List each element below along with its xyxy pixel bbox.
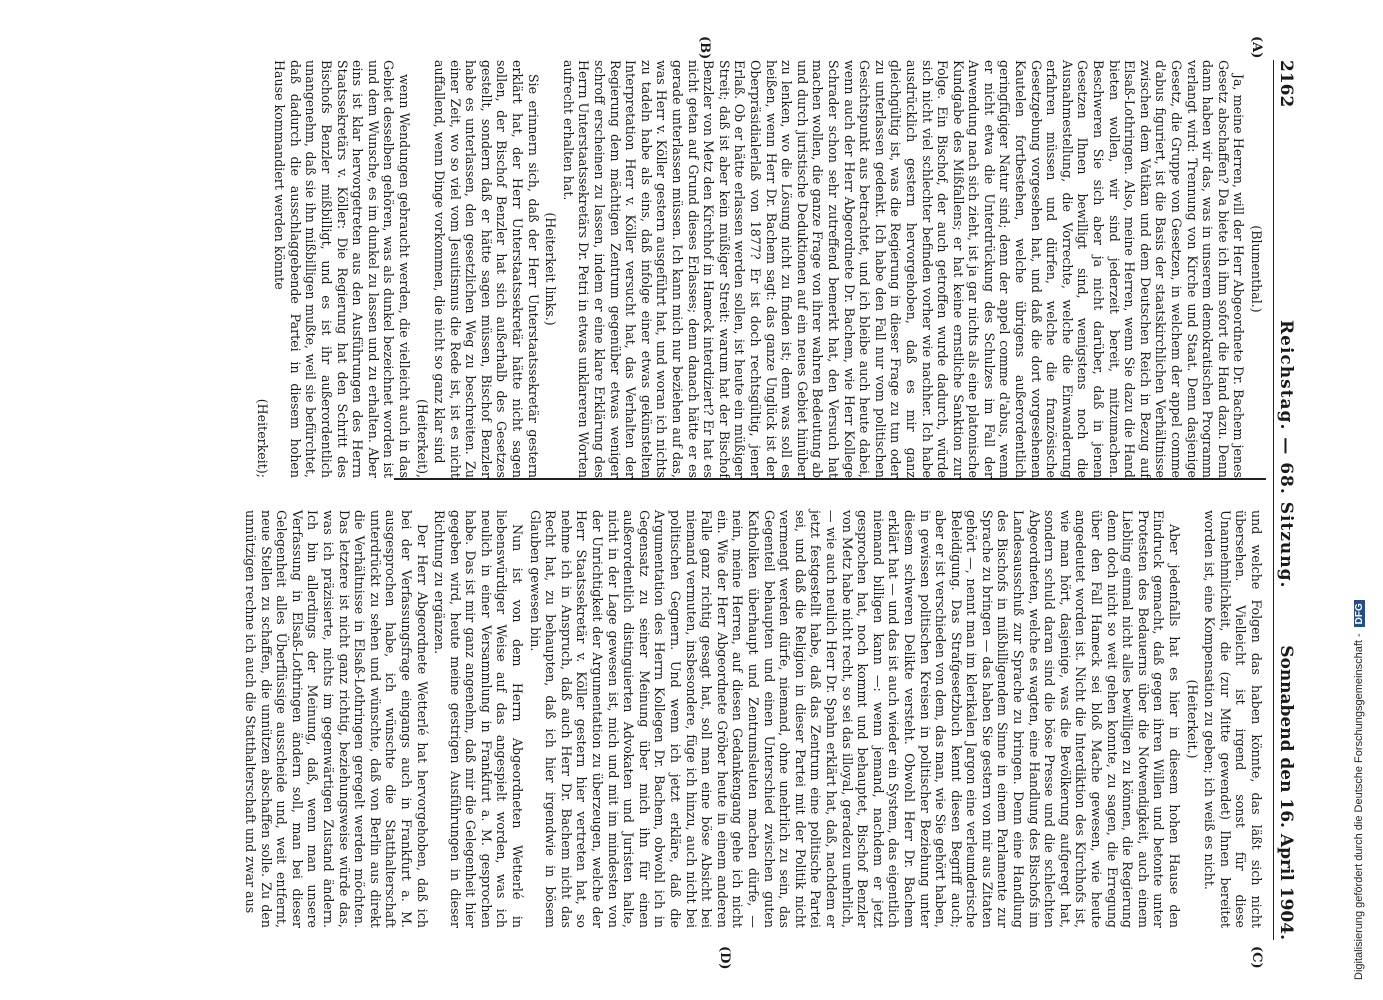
dfg-logo: DFG	[1354, 600, 1365, 627]
margin-marker-d: (D)	[717, 946, 732, 970]
paragraph: Der Herr Abgeordnete Wetterlé hat hervorgehoben, daß ich bei der Verfassungsfrage eingangs auch in Frankfurt a. M. ausgesprochen habe, ich wünschte die Statthalterschaft unterdrückt zu sehen und wünschte, daß von Berlin aus direkt die Verhältnisse in Elsaß-Lothringen geregelt werden möchten. Das letztere ist nicht ganz richtig, beziehungsweise würde das, was ich präzisierte, nichts im gegenwärtigen Zustand ändern. Ich bin allerdings der Meinung, daß, wenn man unsere Verfassung in Elsaß-Lothringen ändern soll, man bei dieser Gelegenheit alles Überflüssige ausscheide und, weit entfernt, neue Stellen zu schaffen, die unnützen abschaffen solle. Zu den unnützigen rechne ich auch die Statthalterschaft und zwar aus	[243, 510, 430, 928]
page-header	[1273, 60, 1296, 940]
paragraph: Aber jedenfalls hat es hier in diesem hohen Hause den Eindruck gemacht, daß gegen ihren Willen und betonte unter Protesten des Bedauerns über die Notwendigkeit, auch einem Liebling einmal nicht alles bewilligen zu können, die Regierung denn doch nicht so weit gehen konnte, zu sagen, die Erregung über den Fall Hameck sei bloß Mache gewesen, wie heute angedeutet worden ist. Nicht die Interdiktion des Kirchhofs ist, wie man hört, dasjenige, was die Bevölkerung aufgeregt hat, sondern schuld daran sind die böse Presse und die schlechten Abgeordneten, welche es wagten, eine Handlung des Bischofs im Landesausschuß zur Sprache zu bringen. Denn eine Handlung des Bischofs in mißbilligendem Sinne in einem Parlamente zur Sprache zu bringen — das haben Sie gestern von mir aus Zitaten gehört —, nennt man im klerikalen Jargon eine verleumderische Beleidigung. Das Strafgesetzbuch kennt diesen Begriff auch; aber er ist verschieden von dem, das man, wie Sie gehört haben, in gewissen politischen Kreisen in politischer Beziehung unter diesem schweren Delikte versteht. Obwohl Herr Dr. Bachem erklärt hat — und das ist auch wieder ein System, das eigentlich niemand billigen kann —: wenn jemand, nachdem er jetzt gesprochen hat, noch kommt und behauptet, Bischof Benzler von Metz habe nicht recht, so sei das illoyal, geradezu unehrlich, — wie auch neulich Herr Dr. Spahn erklärt hat, daß, nachdem er jetzt festgestellt habe, daß das Zentrum eine politische Partei sei, und daß die Religion in dieser Partei mit der Politik nicht vermengt werden dürfe, niemand, ohne unehrlich zu sein, das Gegenteil behaupten und einen Unterschied zwischen guten Katholiken überhaupt und Zentrumsleuten machen dürfe, — nein, meine Herren, auf diesen Gedankengang gehe ich nicht ein. Wie der Herr Abgeordnete Gröber heute in einem anderen Falle ganz richtig gesagt hat, soll man eine böse Absicht bei niemand vermuten, insbesondere, füge ich hinzu, auch nicht bei politischen Gegnern. Und wenn ich jetzt erkläre, daß die Argumentation des Herrn Kollegen Dr. Bachem, obwohl ich in Gegensatz zu seiner Meinung über mich ihn für einen außerordentlich distinguierten Advokaten und Juristen halte, nicht in der Lage gewesen ist, mich und mit im mindesten von der Unrichtigkeit der Argumentation zu überzeugen, welche der Herr Staatssekretär v. Köller gestern hier vertreten hat, so nehme ich in Anspruch, daß auch Herr Dr. Bachem nicht das Recht hat, zu behaupten, daß ich hier irgendwie in bösem Glauben gewesen bin.	[527, 510, 1183, 928]
session-date: Sonnabend den 16. April 1904.	[1276, 645, 1296, 940]
credit-line	[1353, 600, 1365, 980]
interjection: (Heiterkeit.)	[1184, 679, 1200, 759]
paragraph: Sie erinnern sich, daß der Herr Unterstaatssekretär gestern erklärt hat, der Herr Unterstaatssekretär hätte nicht sagen sollen, der Bischof Benzler hat sich außerhalb des Gesetzes gestellt, sondern daß er hätte sagen müssen, Bischof Benzler habe es unterlassen, den gesetzlichen Weg zu beschreiten. Zu einer Zeit, wo so viel vom Jesuitismus die Rede ist, ist es nicht auffallend, wenn Dinge vorkommen, die nicht so ganz klar sind	[432, 60, 541, 478]
paragraph: wenn Wendungen gebraucht werden, die vielleicht auch in das Gebiet desselben gehören, was als dunkel bezeichnet worden ist und dem Wunsche, es im dunkel zu lassen und zu erhalten. Aber eins ist klar hervorgetreten aus den Ausführungen des Herrn Staatssekretärs v. Köller: Die Regierung hat den Schritt des Bischofs Benzler mißbilligt, und es ist ihr außerordentlich unangenehm, daß sie ihn mißbilligen mußte, weil sie befürchtet, daß dadurch die ausschlaggebende Partei in diesem hohen Hause kommandiert werden könnte	[272, 60, 412, 478]
margin-marker-b: (B)	[697, 36, 712, 60]
page-number: 2162	[1276, 60, 1296, 108]
margin-marker-a: (A)	[1249, 36, 1264, 59]
credit-text: Digitalisierung gefördert durch die Deutsche Forschungsgemeinschaft -	[1353, 633, 1365, 980]
session-title: Reichstag. — 68. Sitzung.	[1276, 320, 1296, 589]
margin-marker-c: (C)	[1249, 946, 1264, 969]
digitization-credit	[1343, 0, 1383, 1000]
column-divider	[394, 478, 1266, 480]
left-column	[252, 60, 1264, 478]
speaker-tag: (Blumenthal.)	[1249, 225, 1264, 313]
right-column	[240, 510, 1264, 928]
paragraph: Nun ist von dem Herrn Abgeordneten Wetterlé in liebenswürdiger Weise auf das angespielt worden, was ich neulich in einer Versammlung in Frankfurt a. M. gesprochen habe. Das ist mir ganz angenehm, daß mir die Gelegenheit hier gegeben wird, heute meine gestrigen Ausführungen in dieser Richtung zu ergänzen.	[432, 510, 526, 928]
paragraph: Ja, meine Herren, will der Herr Abgeordnete Dr. Bachem jenes Gesetz abschaffen? Da biete ich ihm sofort die Hand dazu. Denn dann haben wir das, was in unserem demokratischen Programm verlangt wird: Trennung von Kirche und Staat. Denn dasjenige Gesetz, die Gruppe von Gesetzen, in welchem der appel comme d'abus figuriert, ist die Basis der staatskirchlichen Verhältnisse zwischen dem Vatikan und dem Deutschen Reich in Bezug auf Elsaß-Lothringen. Also, meine Herren, wenn Sie dazu die Hand bieten wollen, wir sind jederzeit bereit, mitzumachen. Beschweren Sie sich aber ja nicht darüber, daß in jenen Gesetzen Ihnen bewilligt sind, wenigstens noch die Ausnahmestellung, die Vorrechte, welche die Einwanderung erfahren müssen und dürfen, welche die französische Gesetzgebung vorgesehen hat, und daß die dort vorgesehenen Kautelen fortbestehen, welche übrigens außerordentlich geringfügiger Natur sind; denn der appel comme d'abus, wenn er nicht etwa die Unterdrückung des Schulzes im Fall der Anwendung nach sich zieht, ist ja gar nichts als eine platonische Kundgabe des Mißfallens; er hat keine ernstliche Sanktion zur Folge. Ein Bischof, der auch getroffen wurde dadurch, würde sich nicht viel schlechter befinden vorher wie nachher. Ich habe ausdrücklich gestern hervorgehoben, daß es mir ganz gleichgültig ist, was die Regierung in dieser Frage zu tun oder zu unterlassen gedenkt. Ich habe den Fall nur vom politischen Gesichtspunkt aus betrachtet, und ich bleibe auch heute dabei, wenn auch der Herr Abgeordnete Dr. Bachem, wie Herr Kollege Schrader schon sehr zutreffend bemerkt hat, den Versuch hat machen wollen, die ganze Frage von ihrer wahren Bedeutung ab und durch juristische Deduktionen auf ein neues Gebiet hinüber zu lenken, wo die Lösung nicht zu finden ist; denn was soll es heißen, wenn Herr Dr. Bachem sagt: das ganze Unglück ist der Oberpräsidialerlaß von 1877? Er ist doch rechtsgültig, jener Erlaß. Ob er hätte erlassen werden sollen, ist heute ein müßiger Streit; daß ist aber kein müßiger Streit: warum hat der Bischof Benzler von Metz den Kirchhof in Hameck interdiziert? Er hat es nicht getan auf Grund dieses Erlasses; denn danach hätte er es gerade unterlassen müssen. Ich kann mich nur beziehen auf das, was Herr v. Köller gestern ausgeführt hat, und woran ich nichts zu tadeln habe als eins, daß infolge einer etwas gekünstelten Interpretation Herr v. Köller versucht hat, das Verhalten der Regierung dem mächtigen Zentrum gegenüber etwas weniger schroff erscheinen zu lassen, indem er eine klare Erklärung des Herrn Unterstaatssekretärs Dr. Petri in etwas unklareren Worten aufrecht erhalten hat.	[560, 60, 1247, 478]
interjection: (Heiterkeit links.)	[543, 212, 559, 326]
interjection: (Heiterkeit),	[414, 399, 430, 478]
paragraph: und welche Folgen das haben könnte, das läßt sich nicht übersehen. Vielleicht ist irgend sonst für diese Unannehmlichkeit, die (zur Mitte gewendet) Ihnen bereitet worden ist, eine Kompensation zu geben; ich weiß es nicht.	[1202, 510, 1264, 928]
interjection: (Heiterkeit);	[254, 398, 270, 478]
